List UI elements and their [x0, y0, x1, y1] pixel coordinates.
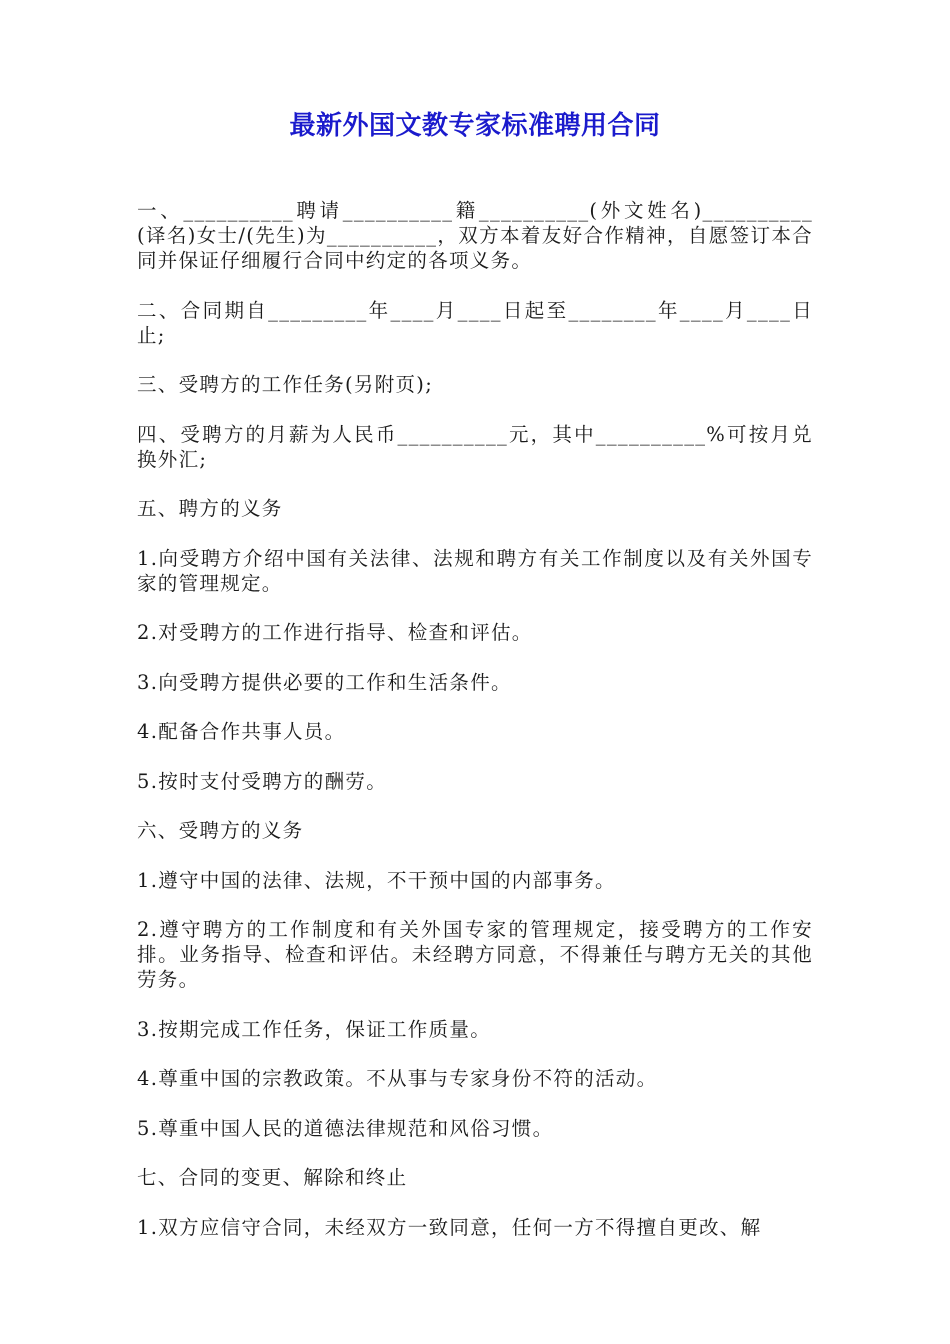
- list-item: 4.尊重中国的宗教政策。不从事与专家身份不符的活动。: [137, 1067, 658, 1090]
- list-item: 3.按期完成工作任务，保证工作质量。: [137, 1017, 492, 1041]
- list-item: 1.双方应信守合同，未经双方一致同意，任何一方不得擅自更改、解: [137, 1215, 762, 1239]
- section-heading-contract-changes: 七、合同的变更、解除和终止: [137, 1166, 408, 1189]
- section-heading-employee-obligations: 六、受聘方的义务: [137, 819, 304, 842]
- paragraph-salary: 四、受聘方的月薪为人民币__________元，其中__________%可按月兑换外汇;: [137, 422, 813, 471]
- list-item: 3.向受聘方提供必要的工作和生活条件。: [137, 670, 512, 694]
- paragraph-contract-period: 二、合同期自_________年____月____日起至________年____月____日止;: [137, 298, 813, 347]
- paragraph-appointment: 一、__________聘请__________籍__________(外文姓名)__________(译名)女士/(先生)为__________，双方本着友好合作精神，自愿签订本合同并保证仔细履行合同中约定的各项义务。: [137, 199, 813, 272]
- paragraph-work-tasks: 三、受聘方的工作任务(另附页);: [137, 373, 434, 396]
- list-item: 1.遵守中国的法律、法规，不干预中国的内部事务。: [137, 868, 616, 892]
- section-heading-employer-obligations: 五、聘方的义务: [137, 497, 283, 520]
- list-item: 5.尊重中国人民的道德法律规范和风俗习惯。: [137, 1116, 554, 1140]
- list-item: 1.向受聘方介绍中国有关法律、法规和聘方有关工作制度以及有关外国专家的管理规定。: [137, 546, 813, 595]
- list-item: 5.按时支付受聘方的酬劳。: [137, 769, 388, 793]
- document-body: [137, 198, 813, 1264]
- document-title: 最新外国文教专家标准聘用合同: [289, 111, 661, 141]
- list-item: 4.配备合作共事人员。: [137, 720, 346, 743]
- list-item: 2.遵守聘方的工作制度和有关外国专家的管理规定，接受聘方的工作安排。业务指导、检查和评估。未经聘方同意，不得兼任与聘方无关的其他劳务。: [137, 918, 813, 991]
- list-item: 2.对受聘方的工作进行指导、检查和评估。: [137, 621, 533, 644]
